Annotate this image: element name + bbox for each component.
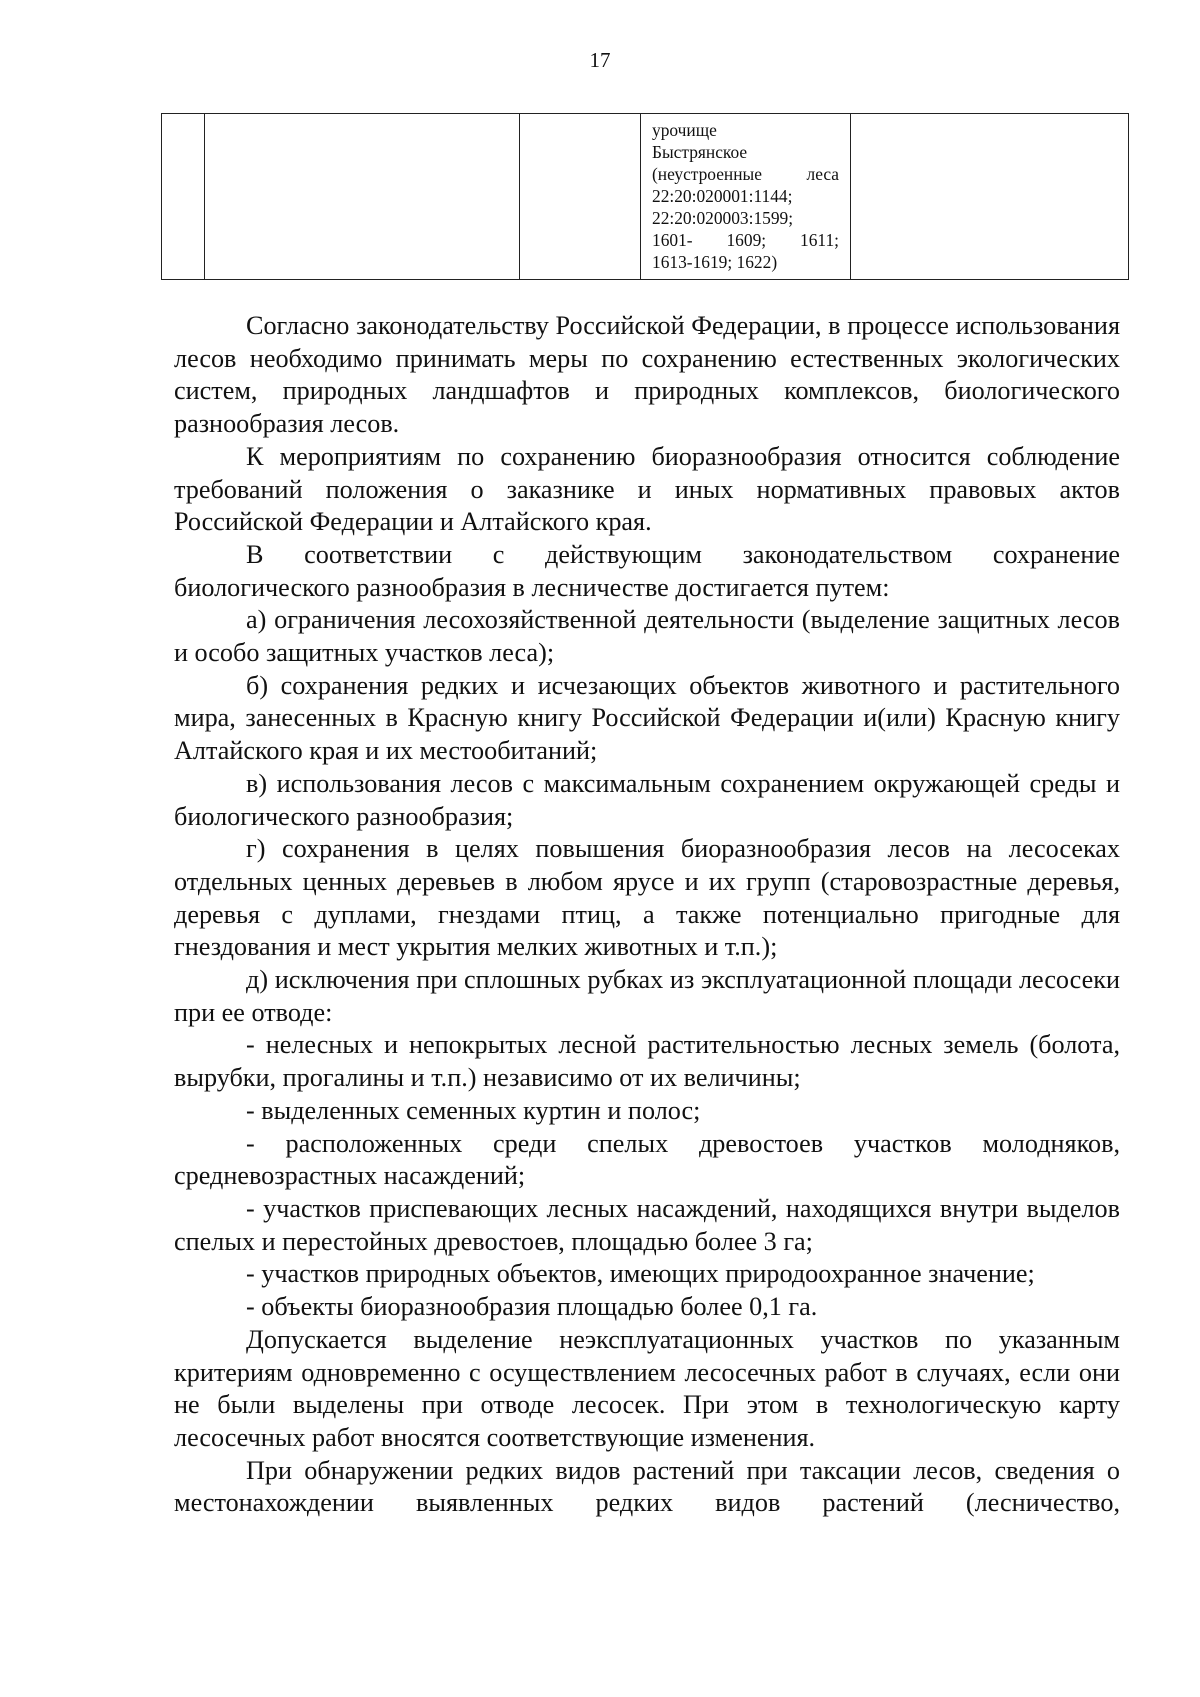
table-cell-name [205, 114, 520, 280]
table-cell-line: Быстрянское [652, 142, 748, 162]
dash-list-item: - нелесных и непокрытых лесной растительностью лесных земель (болота, вырубки, прогалины и т.п.) независимо от их величины; [174, 1030, 1120, 1093]
dash-list-item: - участков природных объектов, имеющих природоохранное значение; [246, 1259, 1035, 1289]
dash-list-item: - расположенных среди спелых древостоев участков молодняков, средневозрастных насаждений; [174, 1128, 1120, 1191]
paragraph: Согласно законодательству Российской Федерации, в процессе использования лесов необходимо принимать меры по сохранению естественных экологических систем, природных ландшафтов и природных комплексов, биологического разнообразия лесов. [174, 311, 1120, 439]
page-number: 17 [589, 48, 611, 72]
list-item: д) исключения при сплошных рубках из эксплуатационной площади лесосеки при ее отводе: [174, 965, 1120, 1027]
continuation-table [161, 113, 1129, 280]
paragraph: В соответствии с действующим законодательством сохранение биологического разнообразия в лесничестве достигается путем: [174, 539, 1120, 602]
table-cell-notes [851, 114, 1129, 280]
table-cell-area [520, 114, 641, 280]
table-cell-line: 1613-1619; 1622) [652, 252, 778, 272]
list-item: г) сохранения в целях повышения биоразнообразия лесов на лесосеках отдельных ценных деревьев в любом ярусе и их групп (старовозрастные деревья, деревья с дуплами, гнездами птиц, а также потенциально пригодные для гнездования и мест укрытия мелких животных и т.п.); [174, 834, 1120, 962]
table-cell-location [641, 114, 851, 280]
table-cell-line: 22:20:020001:1144; [652, 186, 793, 206]
table-cell-line: 1601- 1609; 1611; [652, 230, 839, 250]
paragraph: Допускается выделение неэксплуатационных участков по указанным критериям одновременно с осуществлением лесосечных работ в случаях, если они не были выделены при отводе лесосек. При этом в технологическую карту лесосечных работ вносятся соответствующие изменения. [174, 1324, 1120, 1452]
document-body [174, 310, 1120, 1520]
paragraph: К мероприятиям по сохранению биоразнообразия относится соблюдение требований положения о заказнике и иных нормативных правовых актов Российской Федерации и Алтайского края. [174, 441, 1120, 537]
list-item: а) ограничения лесохозяйственной деятельности (выделение защитных лесов и особо защитных участков леса); [174, 605, 1120, 668]
list-item: б) сохранения редких и исчезающих объектов животного и растительного мира, занесенных в Красную книгу Российской Федерации и(или) Красную книгу Алтайского края и их местообитаний; [174, 670, 1120, 766]
table-row [162, 114, 1129, 280]
table-cell-line: урочище [652, 120, 717, 140]
dash-list-item: - объекты биоразнообразия площадью более 0,1 га. [246, 1292, 818, 1322]
table-cell-number [162, 114, 205, 280]
table-cell-line: 22:20:020003:1599; [652, 208, 794, 228]
dash-list-item: - выделенных семенных куртин и полос; [246, 1095, 701, 1125]
list-item: в) использования лесов с максимальным сохранением окружающей среды и биологического разнообразия; [174, 768, 1120, 831]
dash-list-item: - участков приспевающих лесных насаждений, находящихся внутри выделов спелых и перестойных древостоев, площадью более 3 га; [174, 1193, 1120, 1256]
table-cell-line: (неустроенные леса [652, 164, 839, 184]
paragraph: При обнаружении редких видов растений при таксации лесов, сведения о местонахождении выявленных редких видов растений (лесничество, [174, 1455, 1120, 1518]
